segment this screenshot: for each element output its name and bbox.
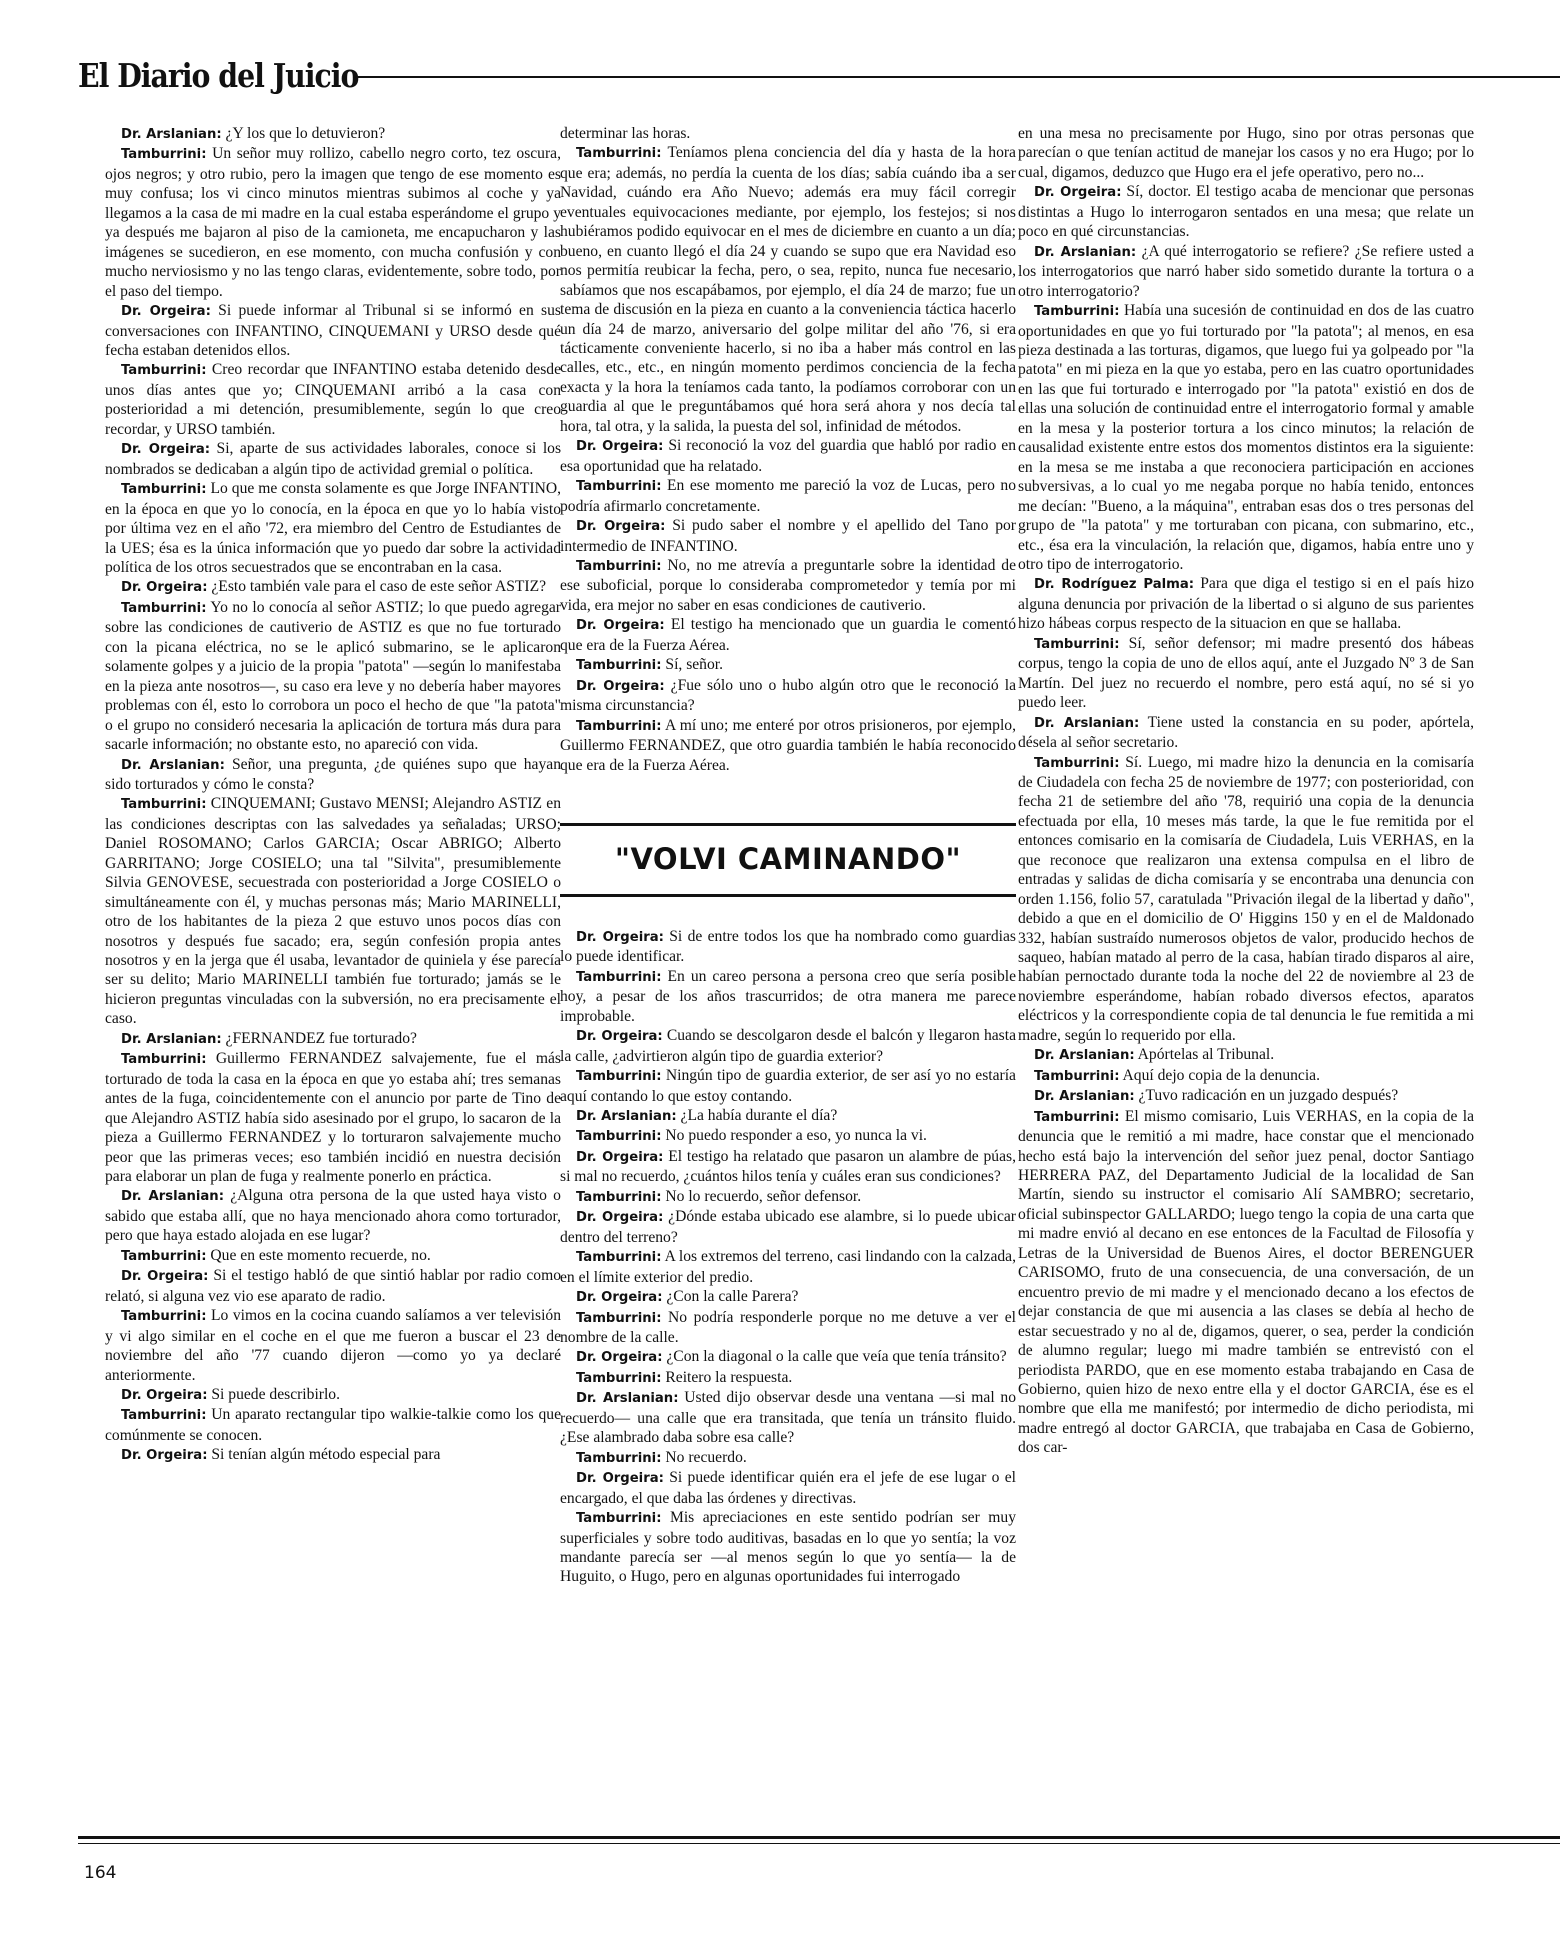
testimony-paragraph	[560, 516, 1016, 556]
testimony-paragraph	[560, 1106, 1016, 1126]
speaker-label: Dr. Arslanian:	[1034, 715, 1140, 731]
testimony-paragraph	[560, 1448, 1016, 1468]
section-subhead	[560, 823, 1016, 897]
masthead-rule	[355, 76, 1560, 78]
paragraph-text: No, no me atrevía a preguntarle sobre la identidad de ese suboficial, porque lo consideraba comprometedor y temía por mi vida, era mejor no saber en esas condiciones de cautiverio.	[560, 556, 1016, 614]
testimony-paragraph	[560, 1066, 1016, 1106]
testimony-paragraph	[1018, 1107, 1474, 1458]
speaker-label: Tamburrini:	[576, 1189, 662, 1205]
testimony-paragraph	[105, 479, 561, 577]
testimony-paragraph	[560, 1247, 1016, 1287]
testimony-paragraph	[1018, 574, 1474, 633]
testimony-paragraph	[1018, 242, 1474, 301]
testimony-paragraph	[560, 1308, 1016, 1348]
testimony-paragraph	[105, 577, 561, 597]
speaker-label: Dr. Arslanian:	[121, 757, 225, 773]
paragraph-text: Si puede describirlo.	[211, 1386, 340, 1403]
footer-rule	[78, 1836, 1560, 1839]
speaker-label: Tamburrini:	[121, 1408, 207, 1424]
speaker-label: Dr. Orgeira:	[576, 1471, 664, 1487]
text-column-1	[105, 124, 561, 1466]
testimony-paragraph	[560, 967, 1016, 1026]
speaker-label: Dr. Arslanian:	[576, 1109, 677, 1125]
paragraph-text: ¿Esto también vale para el caso de este señor ASTIZ?	[211, 578, 547, 596]
paragraph-text: ¿FERNANDEZ fue torturado?	[225, 1029, 417, 1047]
testimony-paragraph	[560, 1147, 1016, 1187]
paragraph-text: Para que diga el testigo si en el país hizo alguna denuncia por privación de la libertad o si alguno de sus parientes hizo hábeas corpus respecto de la situacion en que se hallaba.	[1018, 575, 1474, 633]
speaker-label: Dr. Orgeira:	[121, 442, 211, 458]
paragraph-text: en una mesa no precisamente por Hugo, sino por otras personas que parecían o que tenían actitud de manejar los casos y no era Hugo; por lo cual, digamos, deduzco que Hugo era el jefe operativo, pero no...	[1018, 125, 1474, 181]
speaker-label: Dr. Orgeira:	[121, 1269, 209, 1285]
text-column-3	[1018, 124, 1474, 1458]
testimony-paragraph	[1018, 301, 1474, 574]
testimony-paragraph	[1018, 753, 1474, 1046]
paragraph-text: ¿Y los que lo detuvieron?	[225, 125, 386, 142]
speaker-label: Tamburrini:	[1034, 1109, 1120, 1125]
paragraph-text: Un señor muy rollizo, cabello negro corto, tez oscura, ojos negros; y otro rubio, pero la imagen que tengo de ese momento es muy confusa; los vi cinco minutos mientras subimos al coche y ya llegamos a la casa de mi madre en la cual estaba esperándome el grupo y ya después me bajaron al piso de la camioneta, me encapucharon y las imágenes se sucedieron, en ese momento, con mucha confusión y con mucho nerviosismo y no las tengo claras, evidentemente, sobre todo, por el paso del tiempo.	[105, 145, 561, 300]
paragraph-text: No podría responderle porque no me detuve a ver el nombre de la calle.	[560, 1308, 1016, 1347]
paragraph-text: Creo recordar que INFANTINO estaba detenido desde unos días antes que yo; CINQUEMANI arribó a la casa con posterioridad a mi detención, presumiblemente, según lo que creo recordar, y URSO también.	[105, 361, 562, 438]
paragraph-text: Si reconoció la voz del guardia que habló por radio en esa oportunidad que ha relatado.	[560, 437, 1017, 475]
speaker-label: Tamburrini:	[121, 363, 207, 379]
speaker-label: Dr. Rodríguez Palma:	[1034, 577, 1195, 593]
testimony-paragraph	[560, 655, 1016, 675]
testimony-paragraph	[1018, 182, 1474, 241]
testimony-paragraph	[1018, 634, 1474, 713]
testimony-paragraph	[105, 1306, 561, 1385]
paragraph-text: Reitero la respuesta.	[665, 1368, 793, 1386]
paragraph-text: Señor, una pregunta, ¿de quiénes supo que hayan sido torturados y cómo le consta?	[105, 755, 561, 793]
testimony-paragraph	[560, 1368, 1016, 1388]
speaker-label: Tamburrini:	[121, 797, 207, 813]
speaker-label: Tamburrini:	[576, 969, 662, 985]
testimony-paragraph	[105, 301, 561, 360]
testimony-paragraph	[105, 1029, 561, 1049]
testimony-paragraph	[560, 476, 1016, 516]
speaker-label: Dr. Orgeira:	[576, 618, 665, 634]
speaker-label: Tamburrini:	[121, 600, 207, 616]
paragraph-text: ¿La había durante el día?	[680, 1107, 838, 1125]
testimony-paragraph	[105, 1049, 561, 1186]
paragraph-text: Sí, señor defensor; mi madre presentó dos hábeas corpus, tengo la copia de uno de ellos aquí, ante el Juzgado Nº 3 de San Martín. Del juez no recuerdo el nombre, pero está aquí, no sé si yo puedo leer.	[1018, 634, 1474, 712]
paragraph-text: Si puede identificar quién era el jefe de ese lugar o el encargado, el que daba las órdenes y directivas.	[560, 1469, 1017, 1507]
paragraph-text: Si de entre todos los que ha nombrado como guardias lo puede identificar.	[560, 927, 1016, 966]
testimony-paragraph	[105, 1445, 561, 1465]
paragraph-text: No recuerdo.	[665, 1448, 747, 1466]
speaker-label: Tamburrini:	[121, 1052, 207, 1068]
speaker-label: Dr. Arslanian:	[121, 127, 222, 142]
paragraph-text: No lo recuerdo, señor defensor.	[665, 1187, 862, 1205]
speaker-label: Dr. Arslanian:	[1034, 1048, 1135, 1064]
testimony-paragraph	[560, 1508, 1016, 1587]
speaker-label: Tamburrini:	[576, 658, 662, 674]
testimony-paragraph	[105, 1186, 561, 1245]
speaker-label: Tamburrini:	[576, 1370, 662, 1386]
subhead-text: "VOLVI CAMINANDO"	[614, 842, 962, 877]
masthead	[78, 56, 1560, 96]
speaker-label: Tamburrini:	[121, 482, 207, 498]
testimony-paragraph	[560, 1026, 1016, 1066]
testimony-paragraph	[560, 143, 1016, 436]
speaker-label: Dr. Orgeira:	[576, 929, 664, 945]
testimony-paragraph	[560, 1187, 1016, 1207]
testimony-paragraph	[1018, 713, 1474, 753]
speaker-label: Dr. Orgeira:	[576, 1210, 664, 1226]
testimony-paragraph	[1018, 124, 1474, 182]
paragraph-text: Mis apreciaciones en este sentido podrían ser muy superficiales y sobre todo auditivas, basadas en lo que yo sentía; la voz mandante parecía ser —al menos según lo que yo sentía— la de Huguito, o Hugo, pero en algunas oportunidades fui interrogado	[560, 1509, 1016, 1586]
speaker-label: Dr. Arslanian:	[1034, 244, 1137, 260]
speaker-label: Tamburrini:	[121, 147, 207, 163]
speaker-label: Dr. Orgeira:	[121, 304, 211, 320]
speaker-label: Tamburrini:	[576, 1511, 662, 1527]
speaker-label: Dr. Arslanian:	[121, 1031, 222, 1047]
paragraph-text: Teníamos plena conciencia del día y hasta de la hora que era; además, no perdía la cuenta de los días; sabía cuándo iba a ser Navidad, cuándo era Año Nuevo; además era muy fácil corregir eventuales equivocaciones mediante, por ejemplo, los festejos; si nos hubiéramos podido equivocar en el mes de diciembre en cuanto a un día; bueno, en cuanto llegó el día 24 y cuando se supo que era Navidad eso nos permitía reubicar la fecha, pero, o sea, repito, nunca fue necesario, sabíamos que nos escapábamos, por ejemplo, el día 24 de marzo; fue un tema de discusión en la pieza en cuanto a la conveniencia táctica hacerlo un día 24 de marzo, aniversario del golpe militar del año '76, si era tácticamente conveniente hacerlo, si no iba a haber más control en las calles, etc., etc., en ningún momento perdimos conciencia de la fecha exacta y la hora la teníamos cada tanto, la podíamos corroborar con un guardia al que le preguntábamos qué hora será ahora y nos decía tal hora, tal otra, y la salida, la puesta del sol, infinidad de métodos.	[560, 144, 1016, 435]
paragraph-text: En un careo persona a persona creo que sería posible hoy, a pesar de los años trascurridos; de otra manera me parece improbable.	[560, 967, 1016, 1025]
paragraph-text: Lo vimos en la cocina cuando salíamos a ver televisión y vi algo similar en el coche en el que me fueron a buscar el 23 de noviembre del año '77 cuando dijeron —como yo ya declaré anteriormente.	[105, 1307, 561, 1384]
testimony-paragraph	[1018, 1086, 1474, 1106]
testimony-paragraph	[105, 1246, 561, 1266]
paragraph-text: A los extremos del terreno, casi lindando con la calzada, en el límite exterior del predio.	[560, 1248, 1016, 1286]
paragraph-text: El testigo ha relatado que pasaron un alambre de púas, si mal no recuerdo, ¿cuántos hilos tenía y cuáles eran sus condiciones?	[560, 1147, 1016, 1186]
testimony-paragraph	[105, 439, 561, 479]
paragraph-text: Ningún tipo de guardia exterior, de ser así yo no estaría aquí contando lo que estoy contando.	[560, 1067, 1016, 1105]
paragraph-text: Tiene usted la constancia en su poder, apórtela, désela al señor secretario.	[1018, 713, 1474, 752]
testimony-paragraph	[105, 1405, 561, 1445]
speaker-label: Dr. Arslanian:	[576, 1391, 679, 1407]
speaker-label: Dr. Orgeira:	[1034, 185, 1122, 201]
testimony-paragraph	[105, 1385, 561, 1405]
speaker-label: Dr. Orgeira:	[576, 1029, 663, 1045]
speaker-label: Tamburrini:	[576, 146, 662, 162]
testimony-paragraph	[560, 436, 1016, 476]
speaker-label: Tamburrini:	[576, 558, 662, 574]
footer-rule-thin	[78, 1843, 1560, 1844]
testimony-paragraph	[105, 144, 561, 301]
speaker-label: Tamburrini:	[1034, 636, 1120, 652]
speaker-label: Tamburrini:	[576, 1069, 662, 1085]
paragraph-text: Sí, doctor. El testigo acaba de mencionar que personas distintas a Hugo lo interrogaron sentados en una mesa; que relate un poco en qué circunstancias.	[1018, 183, 1474, 241]
paragraph-text: Cuando se descolgaron desde el balcón y llegaron hasta la calle, ¿advirtieron algún tipo de guardia exterior?	[560, 1027, 1016, 1065]
paragraph-text: El testigo ha mencionado que un guardia le comentó que era de la Fuerza Aérea.	[560, 616, 1016, 654]
speaker-label: Tamburrini:	[1034, 1068, 1120, 1084]
testimony-paragraph	[560, 1207, 1016, 1247]
text-column-2	[560, 124, 1016, 1587]
testimony-paragraph	[560, 124, 1016, 143]
speaker-label: Dr. Orgeira:	[576, 1350, 663, 1366]
testimony-paragraph	[560, 927, 1016, 967]
paragraph-text: No puedo responder a eso, yo nunca la vi.	[665, 1127, 927, 1145]
testimony-paragraph	[560, 1126, 1016, 1146]
testimony-paragraph	[560, 1287, 1016, 1307]
paragraph-text: Si, aparte de sus actividades laborales, conoce si los nombrados se dedicaban a algún tipo de actividad gremial o política.	[105, 440, 562, 478]
speaker-label: Dr. Orgeira:	[121, 1448, 208, 1464]
paragraph-text: El mismo comisario, Luis VERHAS, en la copia de la denuncia que le remitió a mi madre, hace constar que el mencionado hecho está bajo la intervención del señor juez penal, doctor Santiago HERRERA PAZ, del Departamento Judicial de la localidad de San Martín, siendo su instructor el comisario Alí SAMBRO; secretario, oficial subinspector GALLARDO; luego tengo la copia de una carta que mi madre envió al decano en ese entonces de la Facultad de Filosofía y Letras de la Universidad de Buenos Aires, el doctor BERENGUER CARISOMO, fruto de una consecuencia, de una conversación, de un encuentro previo de mi madre y el mencionado decano a los efectos de dejar constancia de que mi ausencia a las clases se debía al hecho de estar secuestrado y no al de, digamos, querer, o sea, perder la condición de alumno regular; luego mi madre también se entrevistó con el periodista PARDO, que en ese momento estaba trabajando en Casa de Gobierno, quien hizo de nexo entre ella y el doctor GARCIA, ése es el nombre que ella me manifestó; por intermedio de dicho periodista, mi madre entregó al doctor GARCIA, que trabajaba en Casa de Gobierno, dos car-	[1018, 1107, 1474, 1457]
testimony-paragraph	[560, 615, 1016, 655]
testimony-paragraph	[560, 1347, 1016, 1367]
speaker-label: Dr. Orgeira:	[576, 519, 666, 535]
speaker-label: Tamburrini:	[576, 1250, 662, 1266]
testimony-paragraph	[1018, 1066, 1474, 1086]
paragraph-text: Si puede informar al Tribunal si se informó en sus conversaciones con INFANTINO, CINQUEMANI y URSO desde qué fecha estaban detenidos ellos.	[105, 302, 561, 359]
testimony-paragraph	[105, 598, 561, 755]
speaker-label: Dr. Arslanian:	[121, 1189, 224, 1205]
testimony-paragraph	[560, 1388, 1016, 1447]
paragraph-text: Yo no lo conocía al señor ASTIZ; lo que puedo agregar sobre las condiciones de cautiverio de ASTIZ es que no fue torturado con la picana eléctrica, no se le aplicó submarino, se le aplicaron solamente golpes y a juicio de la propia "patota" —según lo manifestaba en la pieza ante nosotros—, su caso era leve y no debería haber mayores problemas con él, esto lo corrobora un poco el hecho de que "la patota" o el grupo no consideró necesaria la aplicación de tortura más dura para sacarle información; no obstante esto, no apareció con vida.	[105, 598, 561, 754]
paragraph-text: Un aparato rectangular tipo walkie-talkie como los que comúnmente se conocen.	[105, 1406, 561, 1444]
paragraph-text: Si pudo saber el nombre y el apellido del Tano por intermedio de INFANTINO.	[560, 517, 1016, 555]
speaker-label: Dr. Orgeira:	[576, 1290, 663, 1306]
testimony-paragraph	[560, 556, 1016, 615]
testimony-paragraph	[105, 124, 561, 144]
paragraph-text: A mí uno; me enteré por otros prisioneros, por ejemplo, Guillermo FERNANDEZ, que otro guardia también le había reconocido que era de la Fuerza Aérea.	[560, 716, 1016, 774]
speaker-label: Dr. Orgeira:	[576, 439, 664, 455]
paragraph-text: Si tenían algún método especial para	[211, 1446, 441, 1464]
testimony-paragraph	[560, 676, 1016, 716]
paragraph-text: ¿Con la diagonal o la calle que veía que tenía tránsito?	[666, 1348, 1007, 1366]
paragraph-text: ¿Tuvo radicación en un juzgado después?	[1138, 1087, 1399, 1105]
speaker-label: Dr. Orgeira:	[121, 1388, 208, 1403]
paragraph-text: Guillermo FERNANDEZ salvajemente, fue el más torturado de toda la casa en la época en que yo estaba ahí; tres semanas antes de la fuga, coincidentemente con el anuncio por parte de Tino de que Alejandro ASTIZ había sido asesinado por el grupo, lo sacaron de la pieza a Guillermo FERNANDEZ y lo torturaron salvajemente mucho peor que las primeras veces; eso también incidió en nuestra decisión para elaborar un plan de fuga y realmente ponerlo en práctica.	[105, 1050, 561, 1186]
paragraph-text: ¿Dónde estaba ubicado ese alambre, si lo puede ubicar dentro del terreno?	[560, 1208, 1016, 1246]
paragraph-text: ¿Fue sólo uno o hubo algún otro que le reconoció la misma circunstancia?	[560, 676, 1016, 715]
paragraph-text: Si el testigo habló de que sintió hablar por radio como relató, si alguna vez vio ese aparato de radio.	[105, 1267, 561, 1305]
paragraph-text: ¿A qué interrogatorio se refiere? ¿Se refiere usted a los interrogatorios que narró haber sido sometido durante la tortura o a otro interrogatorio?	[1018, 242, 1475, 300]
paragraph-text: En ese momento me pareció la voz de Lucas, pero no podría afirmarlo concretamente.	[560, 477, 1016, 515]
paragraph-text: Había una sucesión de continuidad en dos de las cuatro oportunidades en que yo fui torturado por "la patota"; al menos, en esa pieza destinada a las torturas, digamos, que luego fui ya golpeado por "la patota" en mi pieza en la que yo estaba, pero en las cuatro oportunidades en las que fui torturado e interrogado por "la patota" existió en dos de ellas una solución de continuidad entre el interrogatorio formal y amable en la mesa y la posterior tortura a los cinco minutos; la relación de causalidad existente entre estos dos momentos distintos era la siguiente: en la mesa se me instaba a que reconociera participación en acciones subversivas, a lo cual yo me negaba porque no había tenido, entonces me decían: "Bueno, a la máquina", entraban esas dos o tres personas del grupo de "la patota" y me torturaban con picana, con submarino, etc., etc., ésa era la vinculación, la relación que, digamos, había entre uno y otro tipo de interrogatorio.	[1018, 302, 1474, 573]
speaker-label: Tamburrini:	[576, 479, 662, 495]
speaker-label: Dr. Orgeira:	[121, 580, 208, 596]
speaker-label: Dr. Orgeira:	[576, 1149, 664, 1165]
speaker-label: Dr. Orgeira:	[576, 678, 665, 694]
speaker-label: Tamburrini:	[576, 1450, 662, 1466]
paragraph-text: ¿Con la calle Parera?	[666, 1288, 799, 1306]
paragraph-text: Lo que me consta solamente es que Jorge INFANTINO, en la época en que yo lo conocía, en la época en que yo lo había visto por última vez en el año '72, era miembro del Centro de Estudiantes de la UES; ésa es la única información que yo puedo dar sobre la actividad política de los otros secuestrados que se encontraban en la casa.	[105, 480, 561, 576]
paragraph-text: Aquí dejo copia de la denuncia.	[1122, 1066, 1320, 1084]
speaker-label: Tamburrini:	[1034, 304, 1120, 320]
speaker-label: Dr. Arslanian:	[1034, 1089, 1135, 1105]
paragraph-text: ¿Alguna otra persona de la que usted haya visto o sabido que estaba allí, que no haya mencionado ahora como torturador, pero que haya estado alojada en ese lugar?	[105, 1187, 561, 1245]
paragraph-text: Que en este momento recuerde, no.	[210, 1246, 431, 1264]
testimony-paragraph	[560, 716, 1016, 775]
paragraph-text: CINQUEMANI; Gustavo MENSI; Alejandro ASTIZ en las condiciones descriptas con las salvedades ya señaladas; URSO; Daniel ROSOMANO; Carlos GARCIA; Oscar ABRIGO; Alberto GARRITANO; Jorge COSIELO; una tal "Silvita", presumiblemente Silvia GENOVESE, secuestrada con posterioridad a Jorge COSIELO o simultáneamente con él, y muchas personas más; Mario MARINELLI, otro de los habitantes de la pieza 2 que estuvo unos pocos días con nosotros y después fue sacado; era, según confesión propia antes nosotros y en la jerga que él usaba, levantador de quiniela y ése parecía ser su delito; Mario MARINELLI también fue torturado; jamás se le hicieron preguntas vinculadas con la subversión, no era precisamente el caso.	[105, 795, 561, 1028]
speaker-label: Tamburrini:	[121, 1309, 207, 1325]
testimony-paragraph	[105, 755, 561, 795]
speaker-label: Tamburrini:	[576, 1310, 662, 1326]
paragraph-text: determinar las horas.	[560, 125, 691, 142]
testimony-paragraph	[1018, 1045, 1474, 1065]
masthead-title: El Diario del Juicio	[78, 56, 359, 95]
paragraph-text: Sí, señor.	[665, 656, 724, 674]
testimony-paragraph	[560, 1468, 1016, 1508]
paragraph-text: Apórtelas al Tribunal.	[1137, 1046, 1275, 1064]
speaker-label: Tamburrini:	[576, 1129, 662, 1145]
speaker-label: Tamburrini:	[1034, 755, 1120, 771]
speaker-label: Tamburrini:	[576, 718, 662, 734]
testimony-paragraph	[105, 1266, 561, 1306]
testimony-paragraph	[105, 360, 561, 439]
speaker-label: Tamburrini:	[121, 1248, 207, 1264]
page-number: 164	[84, 1863, 117, 1883]
paragraph-text: Sí. Luego, mi madre hizo la denuncia en la comisaría de Ciudadela con fecha 25 de noviembre de 1977; con posterioridad, con fecha 21 de setiembre del año '78, requirió una copia de la denuncia efectuada por ella, 10 meses más tarde, la que le fue remitida por el entonces comisario en la comisaría de Ciudadela, Luis VERHAS, en la que reconoce que realizaron una extensa compulsa en el libro de entradas y salidas de dicha comisaría y se encontraba una denuncia con orden 1.156, folio 57, caratulada "Privación ilegal de la libertad y daño", debido a que en el domicilio de O' Higgins 150 y en el de Maldonado 332, habían sustraído numerosos objetos de valor, producido hechos de saqueo, habían matado al perro de la casa, habían tirado disparos al aire, habían pernoctado durante toda la noche del 22 de noviembre al 23 de noviembre esperándome, habían robado diversos efectos, aparatos eléctricos y la correspondiente copia de tal denuncia le fue remitida a mi madre, según lo requerido por ella.	[1018, 753, 1474, 1044]
paragraph-text: Usted dijo observar desde una ventana —si mal no recuerdo— una calle que era transitada, que tenía un tránsito fluido. ¿Ese alambrado daba sobre esa calle?	[560, 1389, 1016, 1447]
testimony-paragraph	[105, 794, 561, 1028]
